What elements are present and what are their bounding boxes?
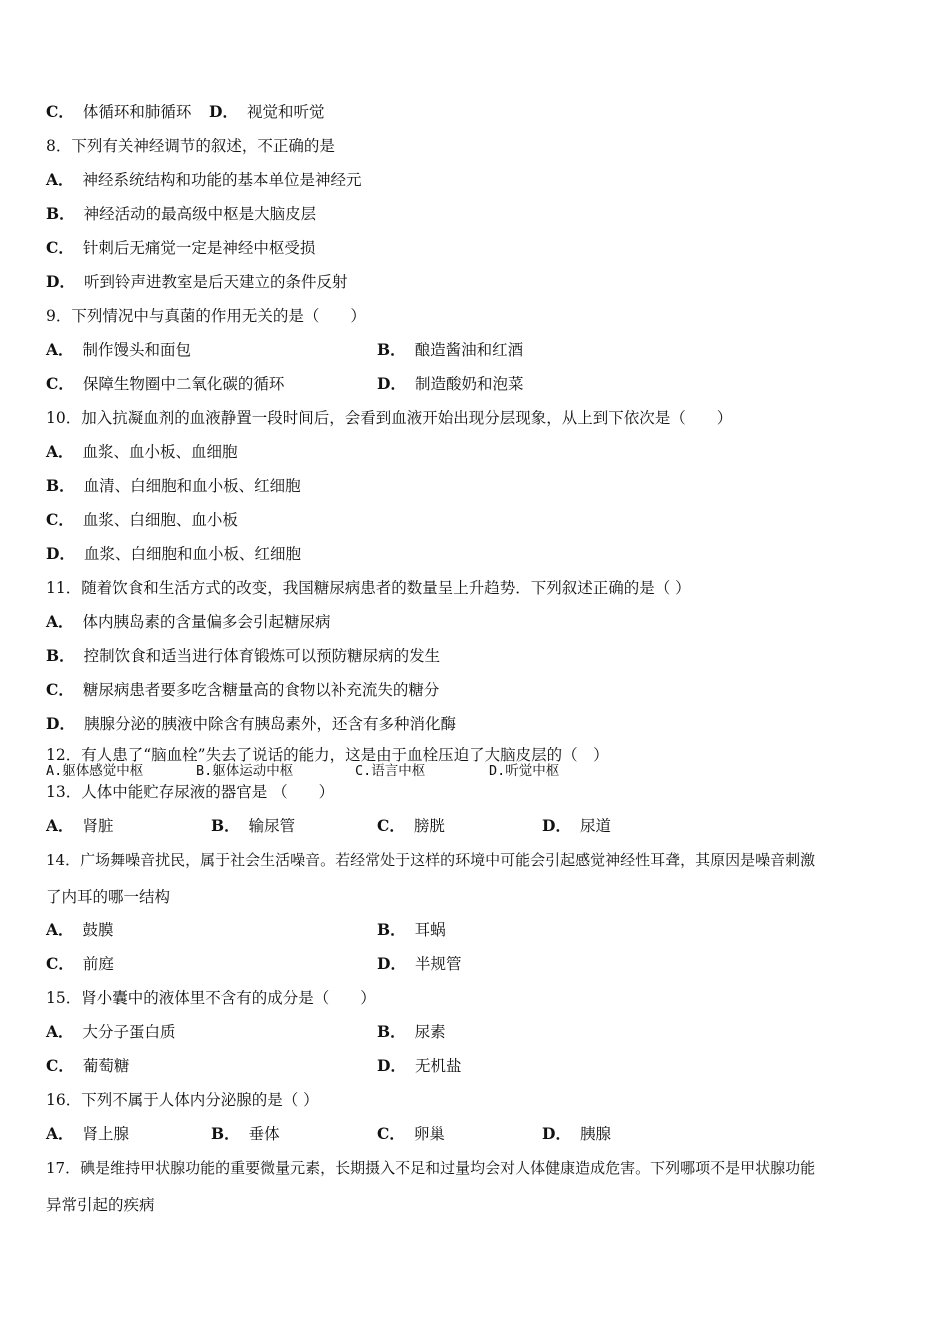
option-label: A． (46, 340, 74, 359)
option-text: 卵巢 (413, 1125, 445, 1143)
option-text: 视觉和听觉 (246, 103, 325, 121)
q16-option-d (542, 1124, 611, 1144)
option-label: D． (46, 714, 75, 733)
q12-option-b: B.躯体运动中枢 (196, 763, 294, 779)
q12-option-d: D.听觉中枢 (489, 763, 560, 779)
question-17-stem-cont: 异常引起的疾病 (46, 1196, 155, 1214)
option-text: 肾上腺 (82, 1125, 130, 1143)
q14-option-d (377, 954, 461, 974)
question-16-stem: 16．下列不属于人体内分泌腺的是（ ） (46, 1091, 319, 1109)
question-14-stem-cont: 了内耳的哪一结构 (46, 888, 171, 906)
q14-option-a (46, 920, 114, 940)
q9-option-a (46, 340, 191, 360)
option-text: 输尿管 (248, 817, 296, 835)
option-text: 大分子蛋白质 (82, 1023, 176, 1041)
option-label: D． (542, 1124, 571, 1143)
option-text: 制作馒头和面包 (82, 341, 192, 359)
question-8-stem: 8．下列有关神经调节的叙述，不正确的是 (46, 137, 335, 155)
q11-option-b (46, 646, 440, 666)
q9-option-b (377, 340, 523, 360)
option-label: D． (46, 544, 75, 563)
question-13-stem: 13．人体中能贮存尿液的器官是 （ ） (46, 783, 335, 801)
option-label: A． (46, 170, 74, 189)
q16-option-a (46, 1124, 129, 1144)
option-text: 糖尿病患者要多吃含糖量高的食物以补充流失的糖分 (82, 681, 440, 699)
option-label: A． (46, 442, 74, 461)
option-text: 葡萄糖 (82, 1057, 130, 1075)
option-text: 鼓膜 (82, 921, 114, 939)
q12-option-c: C.语言中枢 (355, 763, 426, 779)
option-label: B． (46, 204, 75, 223)
option-text: 垂体 (248, 1125, 280, 1143)
q11-option-a (46, 612, 331, 632)
option-text: 体内胰岛素的含量偏多会引起糖尿病 (82, 613, 331, 631)
option-label: B． (46, 476, 75, 495)
option-text: 听到铃声进教室是后天建立的条件反射 (83, 273, 348, 291)
option-label: D． (377, 374, 406, 393)
q13-option-b (211, 816, 295, 836)
option-text: 体循环和肺循环 (82, 103, 192, 121)
option-text: 制造酸奶和泡菜 (414, 375, 524, 393)
question-17-stem: 17．碘是维持甲状腺功能的重要微量元素，长期摄入不足和过量均会对人体健康造成危害。下列哪项不是甲状腺功能 (46, 1159, 816, 1177)
q10-option-b (46, 476, 301, 496)
option-text: 神经活动的最高级中枢是大脑皮层 (83, 205, 317, 223)
option-text: 血浆、白细胞和血小板、红细胞 (83, 545, 301, 563)
option-text: 尿道 (579, 817, 611, 835)
q8-option-c (46, 238, 315, 258)
q15-option-c (46, 1056, 129, 1076)
q15-option-d (377, 1056, 461, 1076)
option-text: 胰腺 (579, 1125, 611, 1143)
question-10-stem: 10．加入抗凝血剂的血液静置一段时间后，会看到血液开始出现分层现象，从上到下依次是（ ） (46, 409, 733, 427)
option-text: 尿素 (414, 1023, 446, 1041)
option-label: C． (46, 680, 74, 699)
q8-option-b (46, 204, 316, 224)
option-label: B． (377, 1022, 406, 1041)
question-14-stem: 14．广场舞噪音扰民，属于社会生活噪音。若经常处于这样的环境中可能会引起感觉神经性耳聋，其原因是噪音刺激 (46, 851, 816, 869)
option-d (209, 102, 324, 122)
option-text: 酿造酱油和红酒 (414, 341, 524, 359)
q13-option-d (542, 816, 611, 836)
q8-option-d (46, 272, 347, 292)
q14-option-b (377, 920, 446, 940)
option-text: 前庭 (82, 955, 114, 973)
q13-option-a (46, 816, 114, 836)
q14-option-c (46, 954, 114, 974)
q10-option-c (46, 510, 238, 530)
option-text: 血浆、血小板、血细胞 (82, 443, 238, 461)
option-label: D． (46, 272, 75, 291)
option-text: 耳蜗 (414, 921, 446, 939)
option-c (46, 102, 191, 122)
option-label: A． (46, 816, 74, 835)
option-text: 膀胱 (413, 817, 445, 835)
option-text: 血浆、白细胞、血小板 (82, 511, 238, 529)
option-text: 针刺后无痛觉一定是神经中枢受损 (82, 239, 316, 257)
question-9-stem: 9．下列情况中与真菌的作用无关的是（ ） (46, 307, 366, 325)
q9-option-d (377, 374, 523, 394)
q8-option-a (46, 170, 362, 190)
option-label: A． (46, 920, 74, 939)
option-text: 肾脏 (82, 817, 114, 835)
option-text: 胰腺分泌的胰液中除含有胰岛素外，还含有多种消化酶 (83, 715, 456, 733)
option-label: B． (211, 816, 240, 835)
option-label: B． (377, 340, 406, 359)
option-text: 血清、白细胞和血小板、红细胞 (83, 477, 301, 495)
option-label: C． (46, 510, 74, 529)
q16-option-b (211, 1124, 280, 1144)
option-label: B． (211, 1124, 240, 1143)
question-12-stem: 12．有人患了“脑血栓”失去了说话的能力，这是由于血栓压迫了大脑皮层的（ ） (46, 746, 609, 764)
q10-option-d (46, 544, 301, 564)
option-label: D． (377, 954, 406, 973)
option-label: D． (542, 816, 571, 835)
option-label: D． (209, 102, 238, 121)
option-label: A． (46, 612, 74, 631)
option-label: C． (46, 954, 74, 973)
q15-option-b (377, 1022, 446, 1042)
option-label: B． (377, 920, 406, 939)
option-label: C． (377, 1124, 405, 1143)
option-label: A． (46, 1022, 74, 1041)
option-label: C． (46, 102, 74, 121)
option-label: C． (46, 374, 74, 393)
option-text: 无机盐 (414, 1057, 462, 1075)
q11-option-d (46, 714, 456, 734)
question-11-stem: 11．随着饮食和生活方式的改变，我国糖尿病患者的数量呈上升趋势．下列叙述正确的是（ ） (46, 579, 691, 597)
option-text: 神经系统结构和功能的基本单位是神经元 (82, 171, 362, 189)
q10-option-a (46, 442, 238, 462)
q9-option-c (46, 374, 284, 394)
option-label: D． (377, 1056, 406, 1075)
option-text: 保障生物圈中二氧化碳的循环 (82, 375, 285, 393)
option-text: 控制饮食和适当进行体育锻炼可以预防糖尿病的发生 (83, 647, 441, 665)
q16-option-c (377, 1124, 445, 1144)
q15-option-a (46, 1022, 176, 1042)
option-label: C． (377, 816, 405, 835)
option-label: A． (46, 1124, 74, 1143)
option-label: C． (46, 1056, 74, 1075)
q12-option-a: A.躯体感觉中枢 (46, 763, 144, 779)
q11-option-c (46, 680, 439, 700)
question-15-stem: 15．肾小囊中的液体里不含有的成分是（ ） (46, 989, 376, 1007)
option-label: B． (46, 646, 75, 665)
option-label: C． (46, 238, 74, 257)
q13-option-c (377, 816, 445, 836)
option-text: 半规管 (414, 955, 462, 973)
